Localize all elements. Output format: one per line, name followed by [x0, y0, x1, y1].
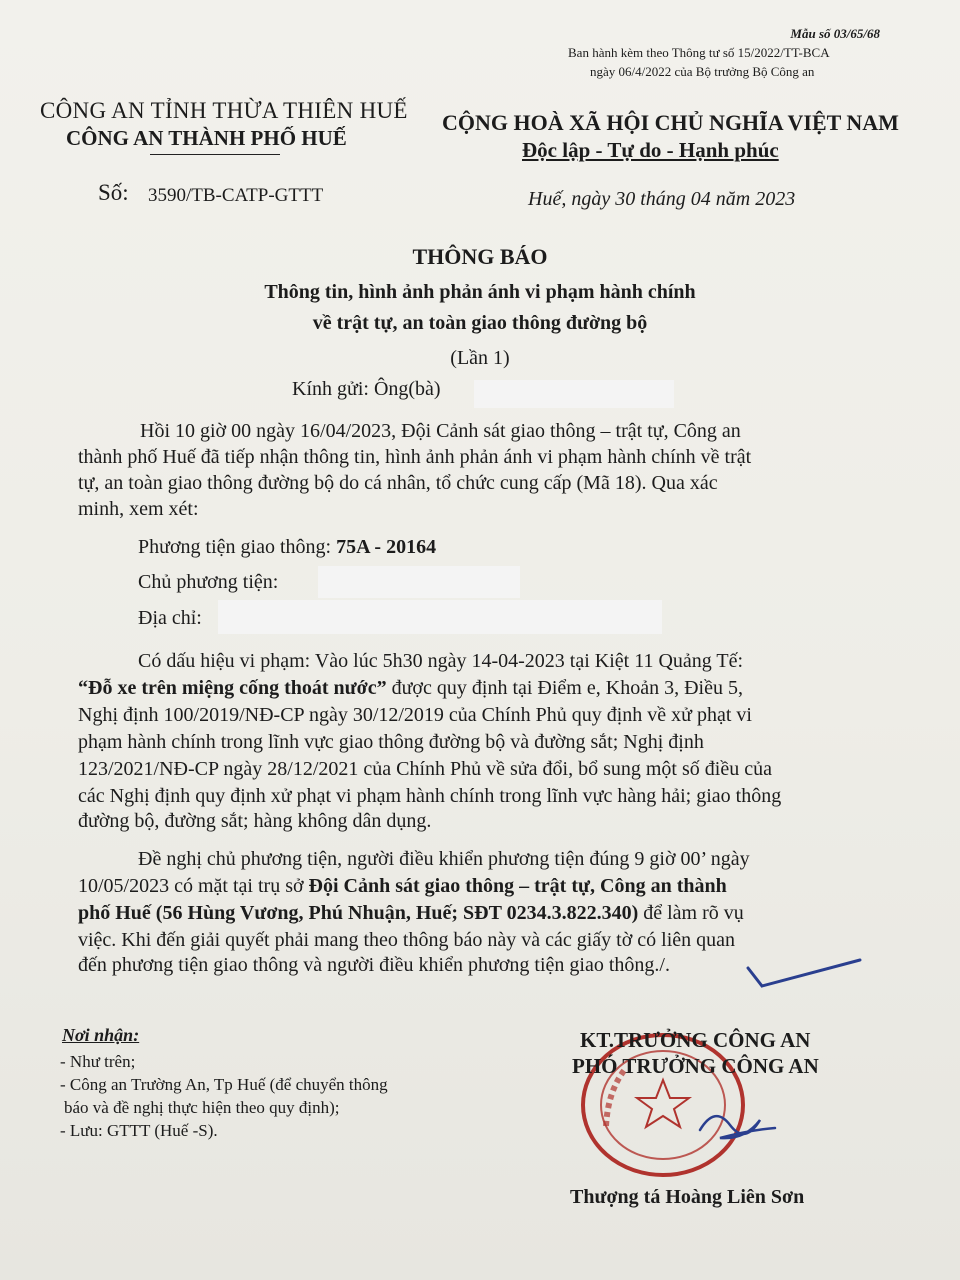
signer-name: Thượng tá Hoàng Liên Sơn — [570, 1186, 805, 1208]
request-office-address: phố Huế (56 Hùng Vương, Phú Nhuận, Huế; SĐT 0234.3.822.340) — [78, 902, 639, 924]
para1-line: thành phố Huế đã tiếp nhận thông tin, hình ảnh phản ánh vi phạm hành chính về trật — [78, 446, 752, 468]
form-issued-line1: Ban hành kèm theo Thông tư số 15/2022/TT-BCA — [568, 45, 830, 60]
request-line: đến phương tiện giao thông và người điều khiển phương tiện giao thông./. — [78, 954, 670, 976]
request-text: để làm rõ vụ — [638, 902, 744, 924]
redacted-recipient — [474, 380, 674, 408]
signature-title-1: KT.TRƯỞNG CÔNG AN — [580, 1028, 811, 1052]
violation-line: các Nghị định quy định xử phạt vi phạm hành chính trong lĩnh vực hàng hải; giao thông — [78, 785, 782, 807]
violation-line: 123/2021/NĐ-CP ngày 28/12/2021 của Chính Phủ về sửa đổi, bổ sung một số điều của — [78, 758, 772, 780]
doc-subtitle-3: (Lần 1) — [450, 347, 510, 369]
vehicle-plate-row — [138, 536, 436, 559]
violation-line: Nghị định 100/2019/NĐ-CP ngày 30/12/2019 của Chính Phủ quy định về xử phạt vi — [78, 704, 752, 726]
signature-title-2: PHÓ TRƯỞNG CÔNG AN — [572, 1054, 819, 1078]
redacted-address — [218, 600, 662, 634]
nation-heading: CỘNG HOÀ XÃ HỘI CHỦ NGHĨA VIỆT NAM — [442, 110, 899, 135]
recipient-item: báo và đề nghị thực hiện theo quy định); — [64, 1098, 340, 1117]
doc-subtitle-2: về trật tự, an toàn giao thông đường bộ — [312, 312, 648, 334]
doc-title: THÔNG BÁO — [412, 244, 548, 269]
greeting: Kính gửi: Ông(bà) — [292, 378, 441, 400]
violation-rule: được quy định tại Điểm e, Khoản 3, Điều 5, — [386, 677, 743, 699]
org-parent: CÔNG AN TỈNH THỪA THIÊN HUẾ — [40, 98, 408, 123]
violation-line: phạm hành chính trong lĩnh vực giao thông đường bộ và đường sắt; Nghị định — [78, 731, 704, 753]
vehicle-plate-value: 75A - 20164 — [336, 536, 437, 558]
para1-line: minh, xem xét: — [78, 498, 199, 520]
recipient-item: - Lưu: GTTT (Huế -S). — [60, 1121, 218, 1140]
para1-line: tự, an toàn giao thông đường bộ do cá nhân, tổ chức cung cấp (Mã 18). Qua xác — [78, 472, 718, 494]
vehicle-plate-label: Phương tiện giao thông: — [138, 536, 332, 558]
nation-motto: Độc lập - Tự do - Hạnh phúc — [522, 138, 779, 162]
violation-quote: “Đỗ xe trên miệng cống thoát nước” — [78, 677, 387, 699]
request-office: Đội Cảnh sát giao thông – trật tự, Công an thành — [308, 875, 727, 897]
form-number: Mẫu số 03/65/68 — [790, 26, 880, 41]
recipients-heading: Nơi nhận: — [62, 1025, 140, 1045]
violation-line-2 — [78, 677, 743, 700]
request-line-2 — [78, 875, 727, 898]
handwritten-check-mark — [740, 950, 870, 995]
handwritten-signature — [690, 1100, 780, 1150]
place-date: Huế, ngày 30 tháng 04 năm 2023 — [528, 188, 796, 210]
recipient-item: - Công an Trường An, Tp Huế (để chuyển thông — [60, 1075, 388, 1094]
doc-subtitle-1: Thông tin, hình ảnh phản ánh vi phạm hành chính — [264, 281, 696, 303]
violation-line: Có dấu hiệu vi phạm: Vào lúc 5h30 ngày 14-04-2023 tại Kiệt 11 Quảng Tế: — [138, 650, 744, 672]
redacted-owner — [318, 566, 520, 598]
vehicle-owner-label: Chủ phương tiện: — [138, 571, 279, 593]
address-label: Địa chỉ: — [138, 607, 202, 629]
org-underline — [150, 154, 280, 155]
violation-line: đường bộ, đường sắt; hàng không dân dụng. — [78, 810, 432, 832]
recipient-item: - Như trên; — [60, 1052, 136, 1071]
doc-number-label: Số: — [98, 180, 129, 205]
request-line-3 — [78, 902, 744, 925]
request-line: việc. Khi đến giải quyết phải mang theo thông báo này và các giấy tờ có liên quan — [78, 929, 736, 951]
para1-line: Hồi 10 giờ 00 ngày 16/04/2023, Đội Cảnh sát giao thông – trật tự, Công an — [140, 420, 741, 442]
org-name: CÔNG AN THÀNH PHỐ HUẾ — [66, 126, 347, 150]
request-line: Đề nghị chủ phương tiện, người điều khiển phương tiện đúng 9 giờ 00’ ngày — [138, 848, 750, 870]
doc-number-value: 3590/TB-CATP-GTTT — [148, 185, 324, 206]
request-text: 10/05/2023 có mặt tại trụ sở — [78, 875, 309, 897]
form-issued-line2: ngày 06/4/2022 của Bộ trưởng Bộ Công an — [590, 64, 815, 79]
